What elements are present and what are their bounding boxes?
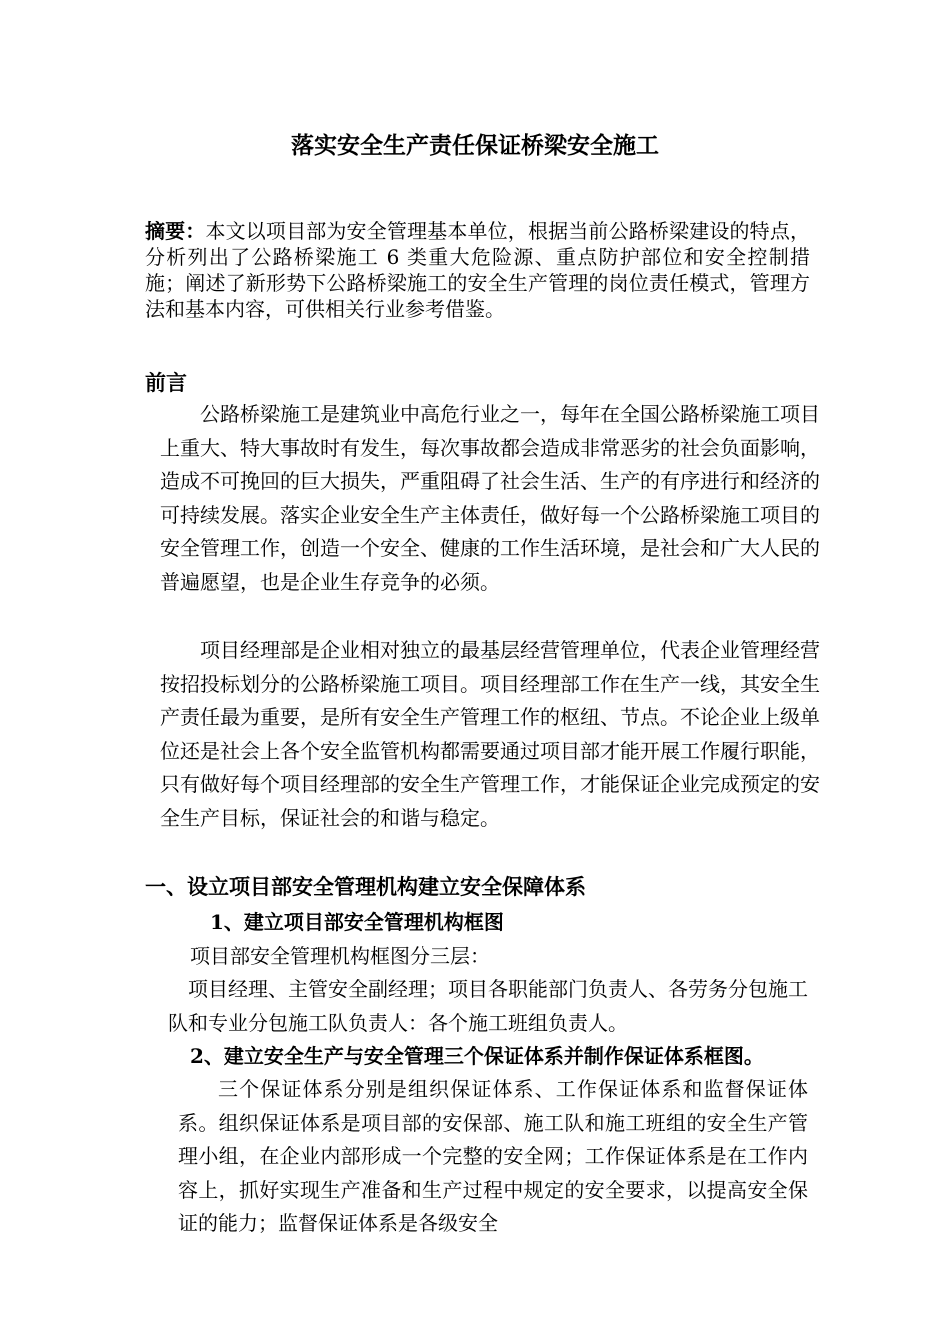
preface-heading: 前言 [145,370,187,395]
subsection-2-paragraph: 三个保证体系分别是组织保证体系、工作保证体系和监督保证体系。组织保证体系是项目部的安保部、施工队和施工班组的安全生产管理小组，在企业内部形成一个完整的安全网；工作保证体系是在工作内容上，抓好实现生产准备和生产过程中规定的安全要求，以提高安全保证的能力；监督保证体系是各级安全 [178,1077,808,1236]
subsection-2-heading: 2、建立安全生产与安全管理三个保证体系并制作保证体系框图。 [190,1044,764,1068]
abstract-label: 摘要： [145,219,206,243]
subsection-1-intro: 项目部安全管理机构框图分三层： [190,944,490,968]
preface-paragraph-2: 项目经理部是企业相对独立的最基层经营管理单位，代表企业管理经营按招投标划分的公路桥梁施工项目。项目经理部工作在生产一线，其安全生产责任最为重要，是所有安全生产管理工作的枢纽、节点。不论企业上级单位还是社会上各个安全监管机构都需要通过项目部才能开展工作履行职能，只有做好每个项目经理部的安全生产管理工作，才能保证企业完成预定的安全生产目标，保证社会的和谐与稳定。 [160,638,820,830]
abstract-text: 本文以项目部为安全管理基本单位，根据当前公路桥梁建设的特点，分析列出了公路桥梁施工 6 类重大危险源、重点防护部位和安全控制措施；阐述了新形势下公路桥梁施工的安全生产管理的岗位责任模式，管理方法和基本内容，可供相关行业参考借鉴。 [145,219,810,321]
document-title: 落实安全生产责任保证桥梁安全施工 [291,132,659,159]
section-1-heading: 一、设立项目部安全管理机构建立安全保障体系 [145,874,586,899]
subsection-1-paragraph: 项目经理、主管安全副经理；项目各职能部门负责人、各劳务分包施工队和专业分包施工队负责人：各个施工班组负责人。 [168,977,808,1035]
subsection-1-heading: 1、建立项目部安全管理机构框图 [210,910,504,934]
abstract [145,218,810,322]
preface-paragraph-1: 公路桥梁施工是建筑业中高危行业之一，每年在全国公路桥梁施工项目上重大、特大事故时有发生，每次事故都会造成非常恶劣的社会负面影响，造成不可挽回的巨大损失，严重阻碍了社会生活、生产的有序进行和经济的可持续发展。落实企业安全生产主体责任，做好每一个公路桥梁施工项目的安全管理工作，创造一个安全、健康的工作生活环境，是社会和广大人民的普遍愿望，也是企业生存竞争的必须。 [160,402,820,594]
